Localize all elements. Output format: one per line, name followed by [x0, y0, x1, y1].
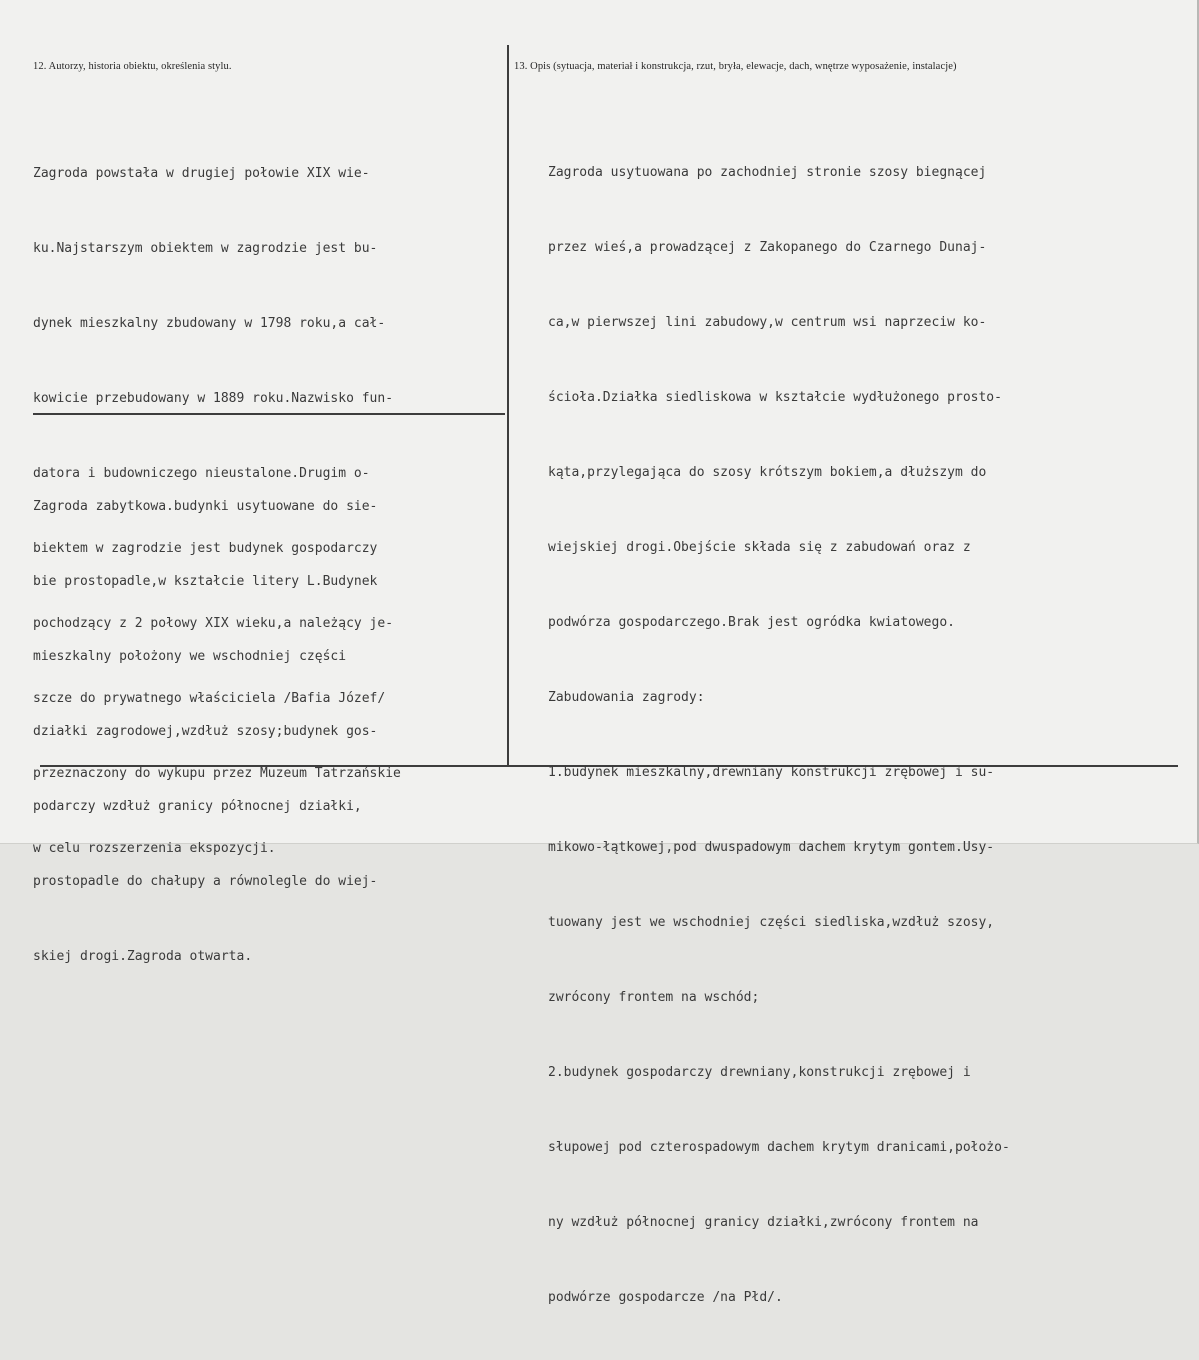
description-line: wiejskiej drogi.Obejście składa się z zabudowań oraz z [548, 540, 971, 555]
section-12-label: 12. Autorzy, historia obiektu, określenia stylu. [33, 61, 232, 72]
description-line: ścioła.Działka siedliskowa w kształcie wydłużonego prosto- [548, 390, 1002, 405]
description-line: ca,w pierwszej lini zabudowy,w centrum wsi naprzeciw ko- [548, 315, 987, 330]
description-line: słupowej pod czterospadowym dachem krytym dranicami,położo- [548, 1140, 1010, 1155]
description-line: Zabudowania zagrody: [548, 690, 705, 705]
history-line: w celu rozszerzenia ekspozycji. [33, 841, 276, 856]
history-line: dynek mieszkalny zbudowany w 1798 roku,a cał- [33, 316, 386, 331]
description-line: zwrócony frontem na wschód; [548, 990, 760, 1005]
history-line: kowicie przebudowany w 1889 roku.Nazwisko fun- [33, 391, 394, 406]
description-line: 2.budynek gospodarczy drewniany,konstrukcji zrębowej i [548, 1065, 971, 1080]
history-line: pochodzący z 2 połowy XIX wieku,a należący je- [33, 616, 394, 631]
description-line: podwórze gospodarcze /na Płd/. [548, 1290, 783, 1305]
layout-line: bie prostopadle,w kształcie litery L.Budynek [33, 574, 378, 589]
history-line: przeznaczony do wykupu przez Muzeum Tatrzańskie [33, 766, 401, 781]
layout-line: podarczy wzdłuż granicy północnej działki, [33, 799, 362, 814]
description-line: 1.budynek mieszkalny,drewniany konstrukcji zrębowej i su- [548, 765, 995, 780]
description-line: podwórza gospodarczego.Brak jest ogródka kwiatowego. [548, 615, 955, 630]
column-divider [507, 45, 509, 765]
description-line: ny wzdłuż północnej granicy działki,zwrócony frontem na [548, 1215, 979, 1230]
layout-line: działki zagrodowej,wzdłuż szosy;budynek gos- [33, 724, 378, 739]
description-line: Zagroda usytuowana po zachodniej stronie szosy biegnącej [548, 165, 987, 180]
description-line: tuowany jest we wschodniej części siedliska,wzdłuż szosy, [548, 915, 995, 930]
layout-line: mieszkalny położony we wschodniej części [33, 649, 347, 664]
description-line: mikowo-łątkowej,pod dwuspadowym dachem krytym gontem.Usy- [548, 840, 995, 855]
description-line: przez wieś,a prowadzącej z Zakopanego do Czarnego Dunaj- [548, 240, 987, 255]
history-line: biektem w zagrodzie jest budynek gospodarczy [33, 541, 378, 556]
history-line: Zagroda powstała w drugiej połowie XIX wie- [33, 166, 370, 181]
layout-text-block [33, 444, 377, 1019]
description-line: kąta,przylegająca do szosy krótszym bokiem,a dłuższym do [548, 465, 987, 480]
history-line: ku.Najstarszym obiektem w zagrodzie jest bu- [33, 241, 378, 256]
history-line: datora i budowniczego nieustalone.Drugim o- [33, 466, 370, 481]
section-13-label: 13. Opis (sytuacja, materiał i konstrukcja, rzut, bryła, elewacje, dach, wnętrze wyposażenie, instalacje) [514, 61, 957, 72]
layout-line: prostopadle do chałupy a równolegle do wiej- [33, 874, 378, 889]
layout-line: skiej drogi.Zagroda otwarta. [33, 949, 253, 964]
history-line: szcze do prywatnego właściciela /Bafia Józef/ [33, 691, 386, 706]
description-text-block [548, 110, 1010, 1360]
layout-line: Zagroda zabytkowa.budynki usytuowane do sie- [33, 499, 378, 514]
